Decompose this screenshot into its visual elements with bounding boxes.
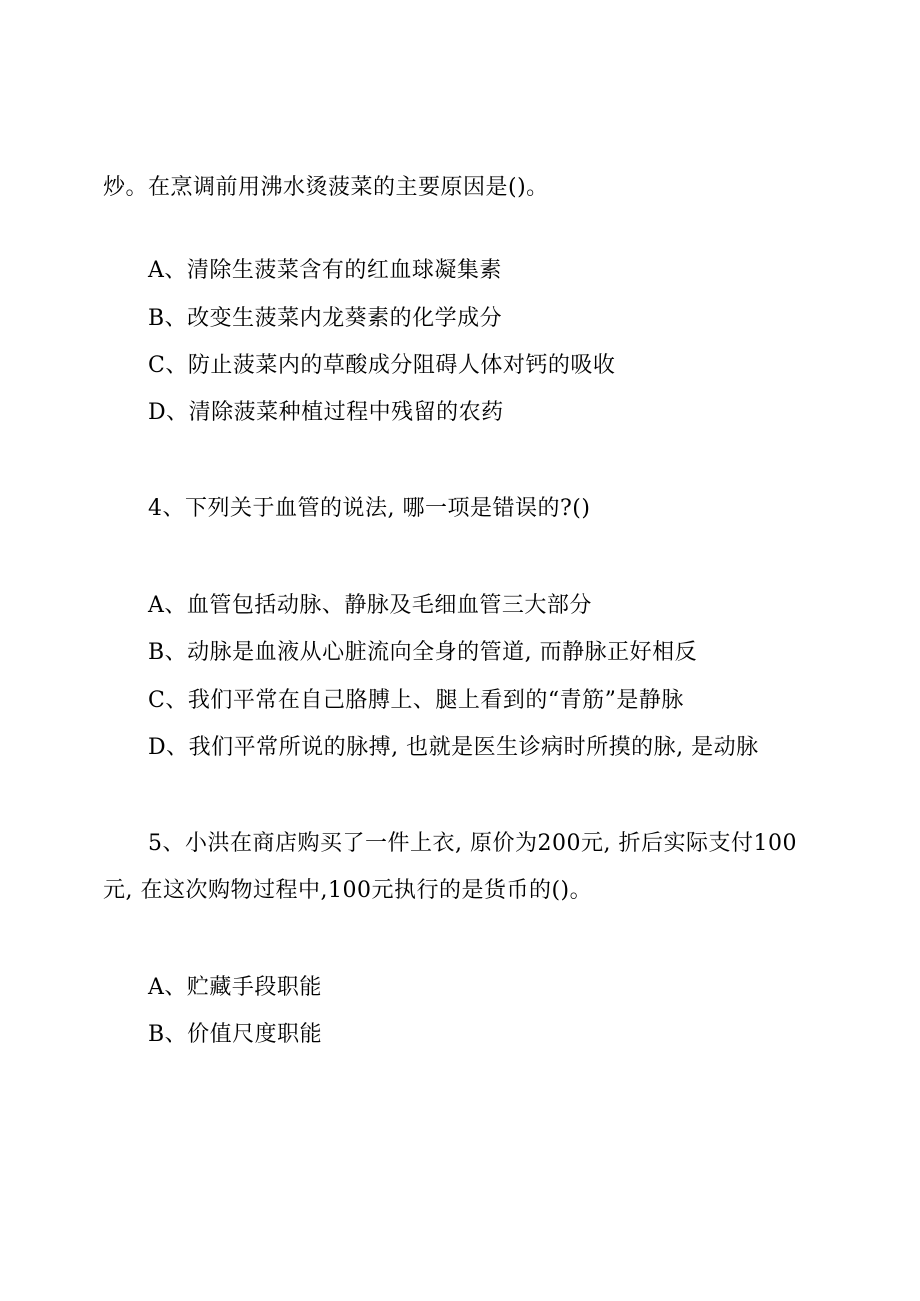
question-5-stem-line-1: 5、小洪在商店购买了一件上衣, 原价为200元, 折后实际支付100 — [148, 831, 797, 856]
question-5-option-a: A、贮藏手段职能 — [148, 975, 322, 1000]
question-3-stem-tail: 炒。在烹调前用沸水烫菠菜的主要原因是()。 — [103, 175, 549, 200]
question-5-option-b: B、价值尺度职能 — [148, 1022, 323, 1047]
question-3-option-d: D、清除菠菜种植过程中残留的农药 — [148, 400, 504, 425]
question-3-option-a: A、清除生菠菜含有的红血球凝集素 — [148, 258, 502, 283]
question-4-option-a: A、血管包括动脉、静脉及毛细血管三大部分 — [148, 593, 592, 618]
question-4-option-d: D、我们平常所说的脉搏, 也就是医生诊病时所摸的脉, 是动脉 — [148, 735, 759, 760]
question-4-option-b: B、动脉是血液从心脏流向全身的管道, 而静脉正好相反 — [148, 640, 698, 665]
question-4-stem: 4、下列关于血管的说法, 哪一项是错误的?() — [148, 496, 591, 521]
question-3-option-c: C、防止菠菜内的草酸成分阻碍人体对钙的吸收 — [148, 353, 616, 378]
question-5-stem-line-2: 元, 在这次购物过程中,100元执行的是货币的()。 — [103, 878, 593, 903]
question-4-option-c: C、我们平常在自己胳膊上、腿上看到的“青筋”是静脉 — [148, 688, 684, 713]
question-3-option-b: B、改变生菠菜内龙葵素的化学成分 — [148, 306, 503, 331]
